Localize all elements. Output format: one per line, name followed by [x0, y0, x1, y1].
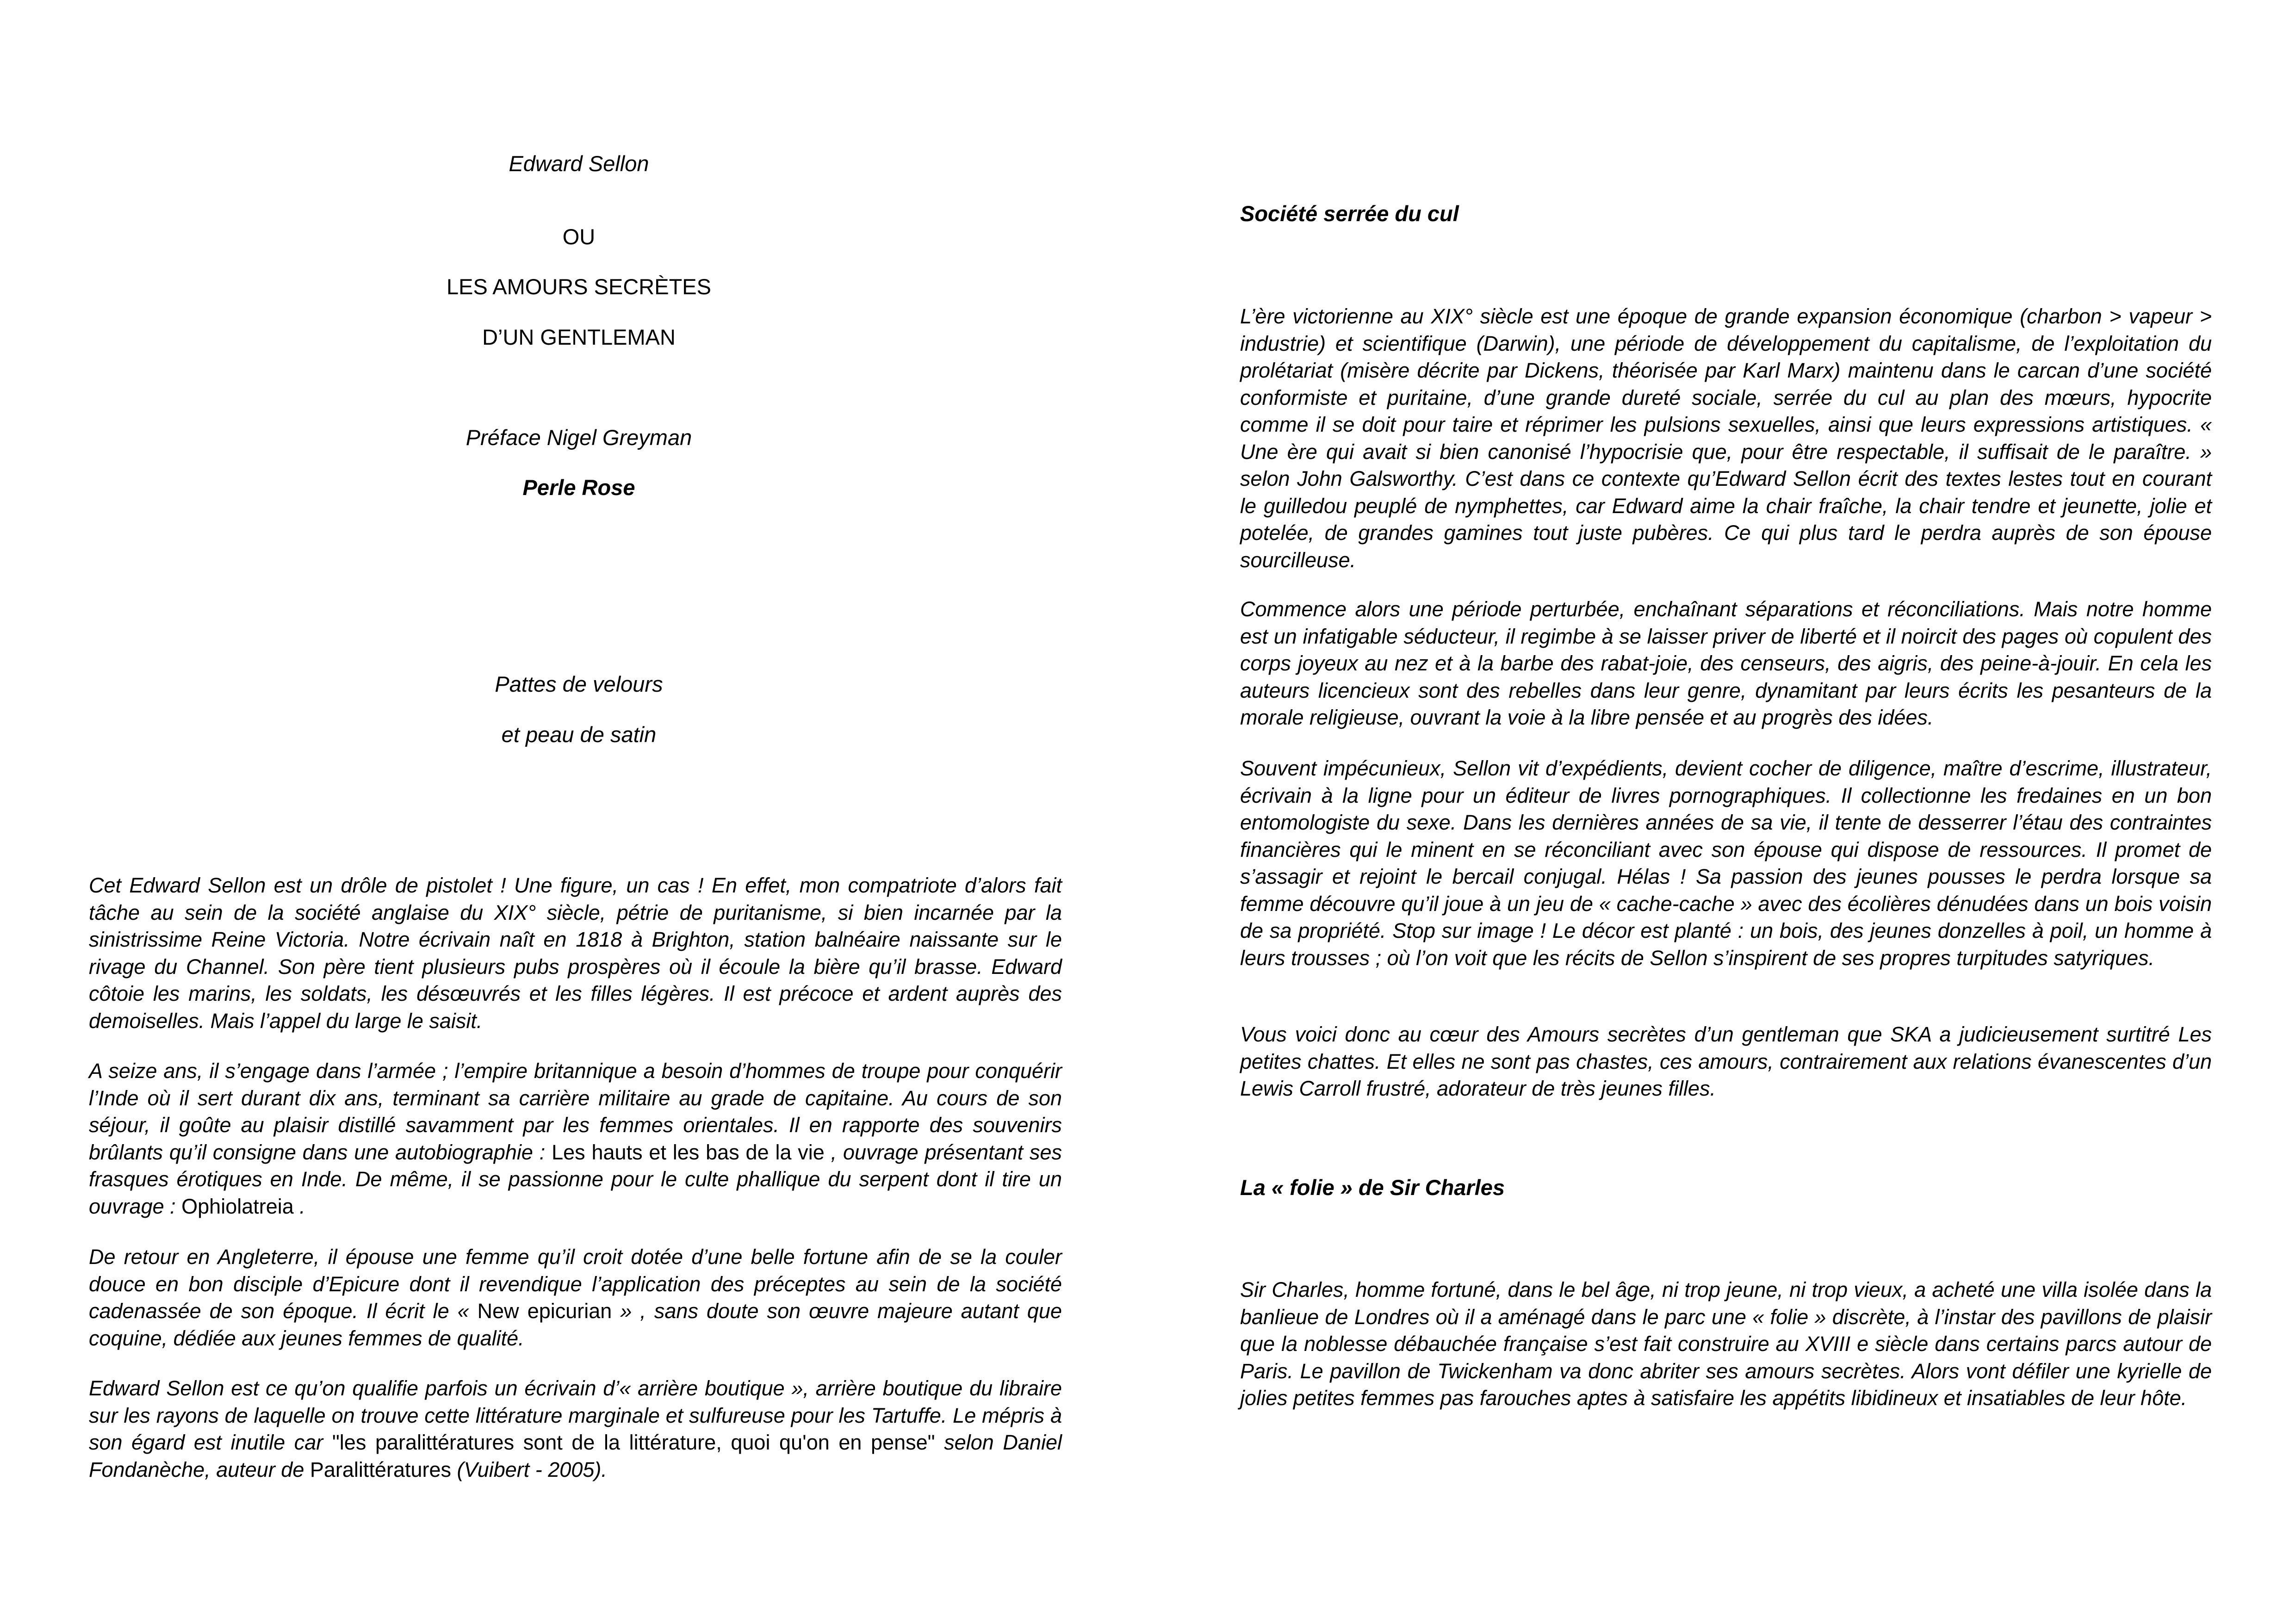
- quotation: "les paralittératures sont de la littérature, quoi qu'on en pense": [332, 1431, 935, 1454]
- section-paragraph-5: Sir Charles, homme fortuné, dans le bel âge, ni trop jeune, ni trop vieux, a acheté une villa isolée dans la banlieue de Londres où il a aménagé dans le parc une « folie » discrète, à l’instar des pavillons de plaisir que la noblesse débauchée française s’est fait construire au XVIII e siècle dans certains parcs autour de Paris. Le pavillon de Twickenham va donc abriter ses amours secrètes. Alors vont défiler une kyrielle de jolies petites femmes pas farouches aptes à satisfaire les appétits libidineux et insatiables de leur hôte.: [1240, 1278, 2212, 1410]
- collection-name: Perle Rose: [522, 475, 635, 500]
- book-title-ref: Paralittératures: [310, 1457, 452, 1481]
- intro-paragraph-2: A seize ans, il s’engage dans l’armée ; l’empire britannique a besoin d’hommes de troupe pour conquérir l’Inde où il sert durant dix ans, terminant sa carrière militaire au grade de capitaine. Au cours de son séjour, il goûte au plaisir distillé savamment par les femmes orientales. Il en rapporte des souvenirs brûlants qu’il consigne dans une autobiographie : Les hauts et les bas de la vie , ouvrage présentant ses frasques érotiques en Inde. De même, il se passionne pour le culte phallique du serpent dont il tire un ouvrage : Ophiolatreia .: [89, 1059, 1062, 1218]
- section-heading-1: Société serrée du cul: [1240, 201, 1459, 226]
- intro-paragraph-4: Edward Sellon est ce qu’on qualifie parfois un écrivain d’« arrière boutique », arrière boutique du libraire sur les rayons de laquelle on trouve cette littérature marginale et sulfureuse pour les Tartuffe. Le mépris à son égard est inutile car "les paralittératures sont de la littérature, quoi qu'on en pense" selon Daniel Fondanèche, auteur de Paralittératures (Vuibert - 2005).: [89, 1376, 1062, 1481]
- section-heading-2: La « folie » de Sir Charles: [1240, 1175, 1505, 1200]
- book-title-ref: New epicurian: [477, 1299, 612, 1323]
- book-title-ref: Ophiolatreia: [181, 1194, 294, 1218]
- section-paragraph-1: L’ère victorienne au XIX° siècle est une époque de grande expansion économique (charbon > vapeur > industrie) et scientifique (Darwin), une période de développement du capitalisme, de l’exploitation du prolétariat (misère décrite par Dickens, théorisée par Karl Marx) maintenu dans le carcan d’une société conformiste et puritaine, d’une grande dureté sociale, serrée du cul au plan des mœurs, hypocrite comme il se doit pour taire et réprimer les pulsions sexuelles, ainsi que leurs expressions artistiques. « Une ère qui avait si bien canonisé l’hypocrisie que, pour être respectable, il suffisait de le paraître. » selon John Galsworthy. C’est dans ce contexte qu’Edward Sellon écrit des textes lestes tout en courant le guilledou peuplé de nymphettes, car Edward aime la chair fraîche, la chair tendre et jeunette, jolie et potelée, de grandes gamines tout juste pubères. Ce qui plus tard le perdra auprès de son épouse sourcilleuse.: [1240, 304, 2212, 572]
- tagline-line-2: et peau de satin: [501, 722, 657, 747]
- intro-paragraph-3: De retour en Angleterre, il épouse une femme qu’il croit dotée d’une belle fortune afin de se la couler douce en bon disciple d’Epicure dont il revendique l’application des préceptes au sein de la société cadenassée de son époque. Il écrit le « New epicurian » , sans doute son œuvre majeure autant que coquine, dédiée aux jeunes femmes de qualité.: [89, 1245, 1062, 1350]
- section-paragraph-2: Commence alors une période perturbée, enchaînant séparations et réconciliations. Mais notre homme est un infatigable séducteur, il regimbe à se laisser priver de liberté et il noircit des pages où copulent des corps joyeux au nez et à la barbe des rabat-joie, des censeurs, des aigris, des peine-à-jouir. En cela les auteurs licencieux sont des rebelles dans leur genre, dynamitant par leurs écrits les pesanteurs de la morale religieuse, ouvrant la voie à la libre pensée et au progrès des idées.: [1240, 597, 2212, 729]
- preface-credit: Préface Nigel Greyman: [465, 425, 692, 450]
- section-paragraph-3: Souvent impécunieux, Sellon vit d’expédients, devient cocher de diligence, maître d’escrime, illustrateur, écrivain à la ligne pour un éditeur de livres pornographiques. Il collectionne les fredaines en un bon entomologiste du sexe. Dans les dernières années de sa vie, il tente de desserrer l’étau des contraintes financières qui le minent en se réconciliant avec son épouse qui dispose de ressources. Il promet de s’assagir et rejoint le bercail conjugal. Hélas ! Sa passion des jeunes pousses le perdra lorsque sa femme découvre qu’il joue à un jeu de « cache-cache » avec des écolières dénudées dans un bois voisin de sa propriété. Stop sur image ! Le décor est planté : un bois, des jeunes donzelles à poil, un homme à leurs trousses ; où l’on voit que les récits de Sellon s’inspirent de ses propres turpitudes satyriques.: [1240, 756, 2212, 970]
- title-connector: OU: [562, 224, 596, 249]
- book-title-line-2: D’UN GENTLEMAN: [482, 325, 676, 349]
- intro-paragraph-1: Cet Edward Sellon est un drôle de pistolet ! Une figure, un cas ! En effet, mon compatriote d’alors fait tâche au sein de la société anglaise du XIX° siècle, pétrie de puritanisme, si bien incarnée par la sinistrissime Reine Victoria. Notre écrivain naît en 1818 à Brighton, station balnéaire naissante sur le rivage du Channel. Son père tient plusieurs pubs prospères où il écoule la bière qu’il brasse. Edward côtoie les marins, les soldats, les désœuvrés et les filles légères. Il est précoce et ardent auprès des demoiselles. Mais l’appel du large le saisit.: [89, 873, 1062, 1033]
- section-paragraph-4: Vous voici donc au cœur des Amours secrètes d’un gentleman que SKA a judicieusement surtitré Les petites chattes. Et elles ne sont pas chastes, ces amours, contrairement aux relations évanescentes d’un Lewis Carroll frustré, adorateur de très jeunes filles.: [1240, 1022, 2212, 1100]
- tagline-line-1: Pattes de velours: [495, 672, 663, 696]
- author-name: Edward Sellon: [509, 151, 649, 176]
- book-title-ref: Les hauts et les bas de la vie: [552, 1140, 825, 1164]
- book-title-line-1: LES AMOURS SECRÈTES: [447, 274, 711, 299]
